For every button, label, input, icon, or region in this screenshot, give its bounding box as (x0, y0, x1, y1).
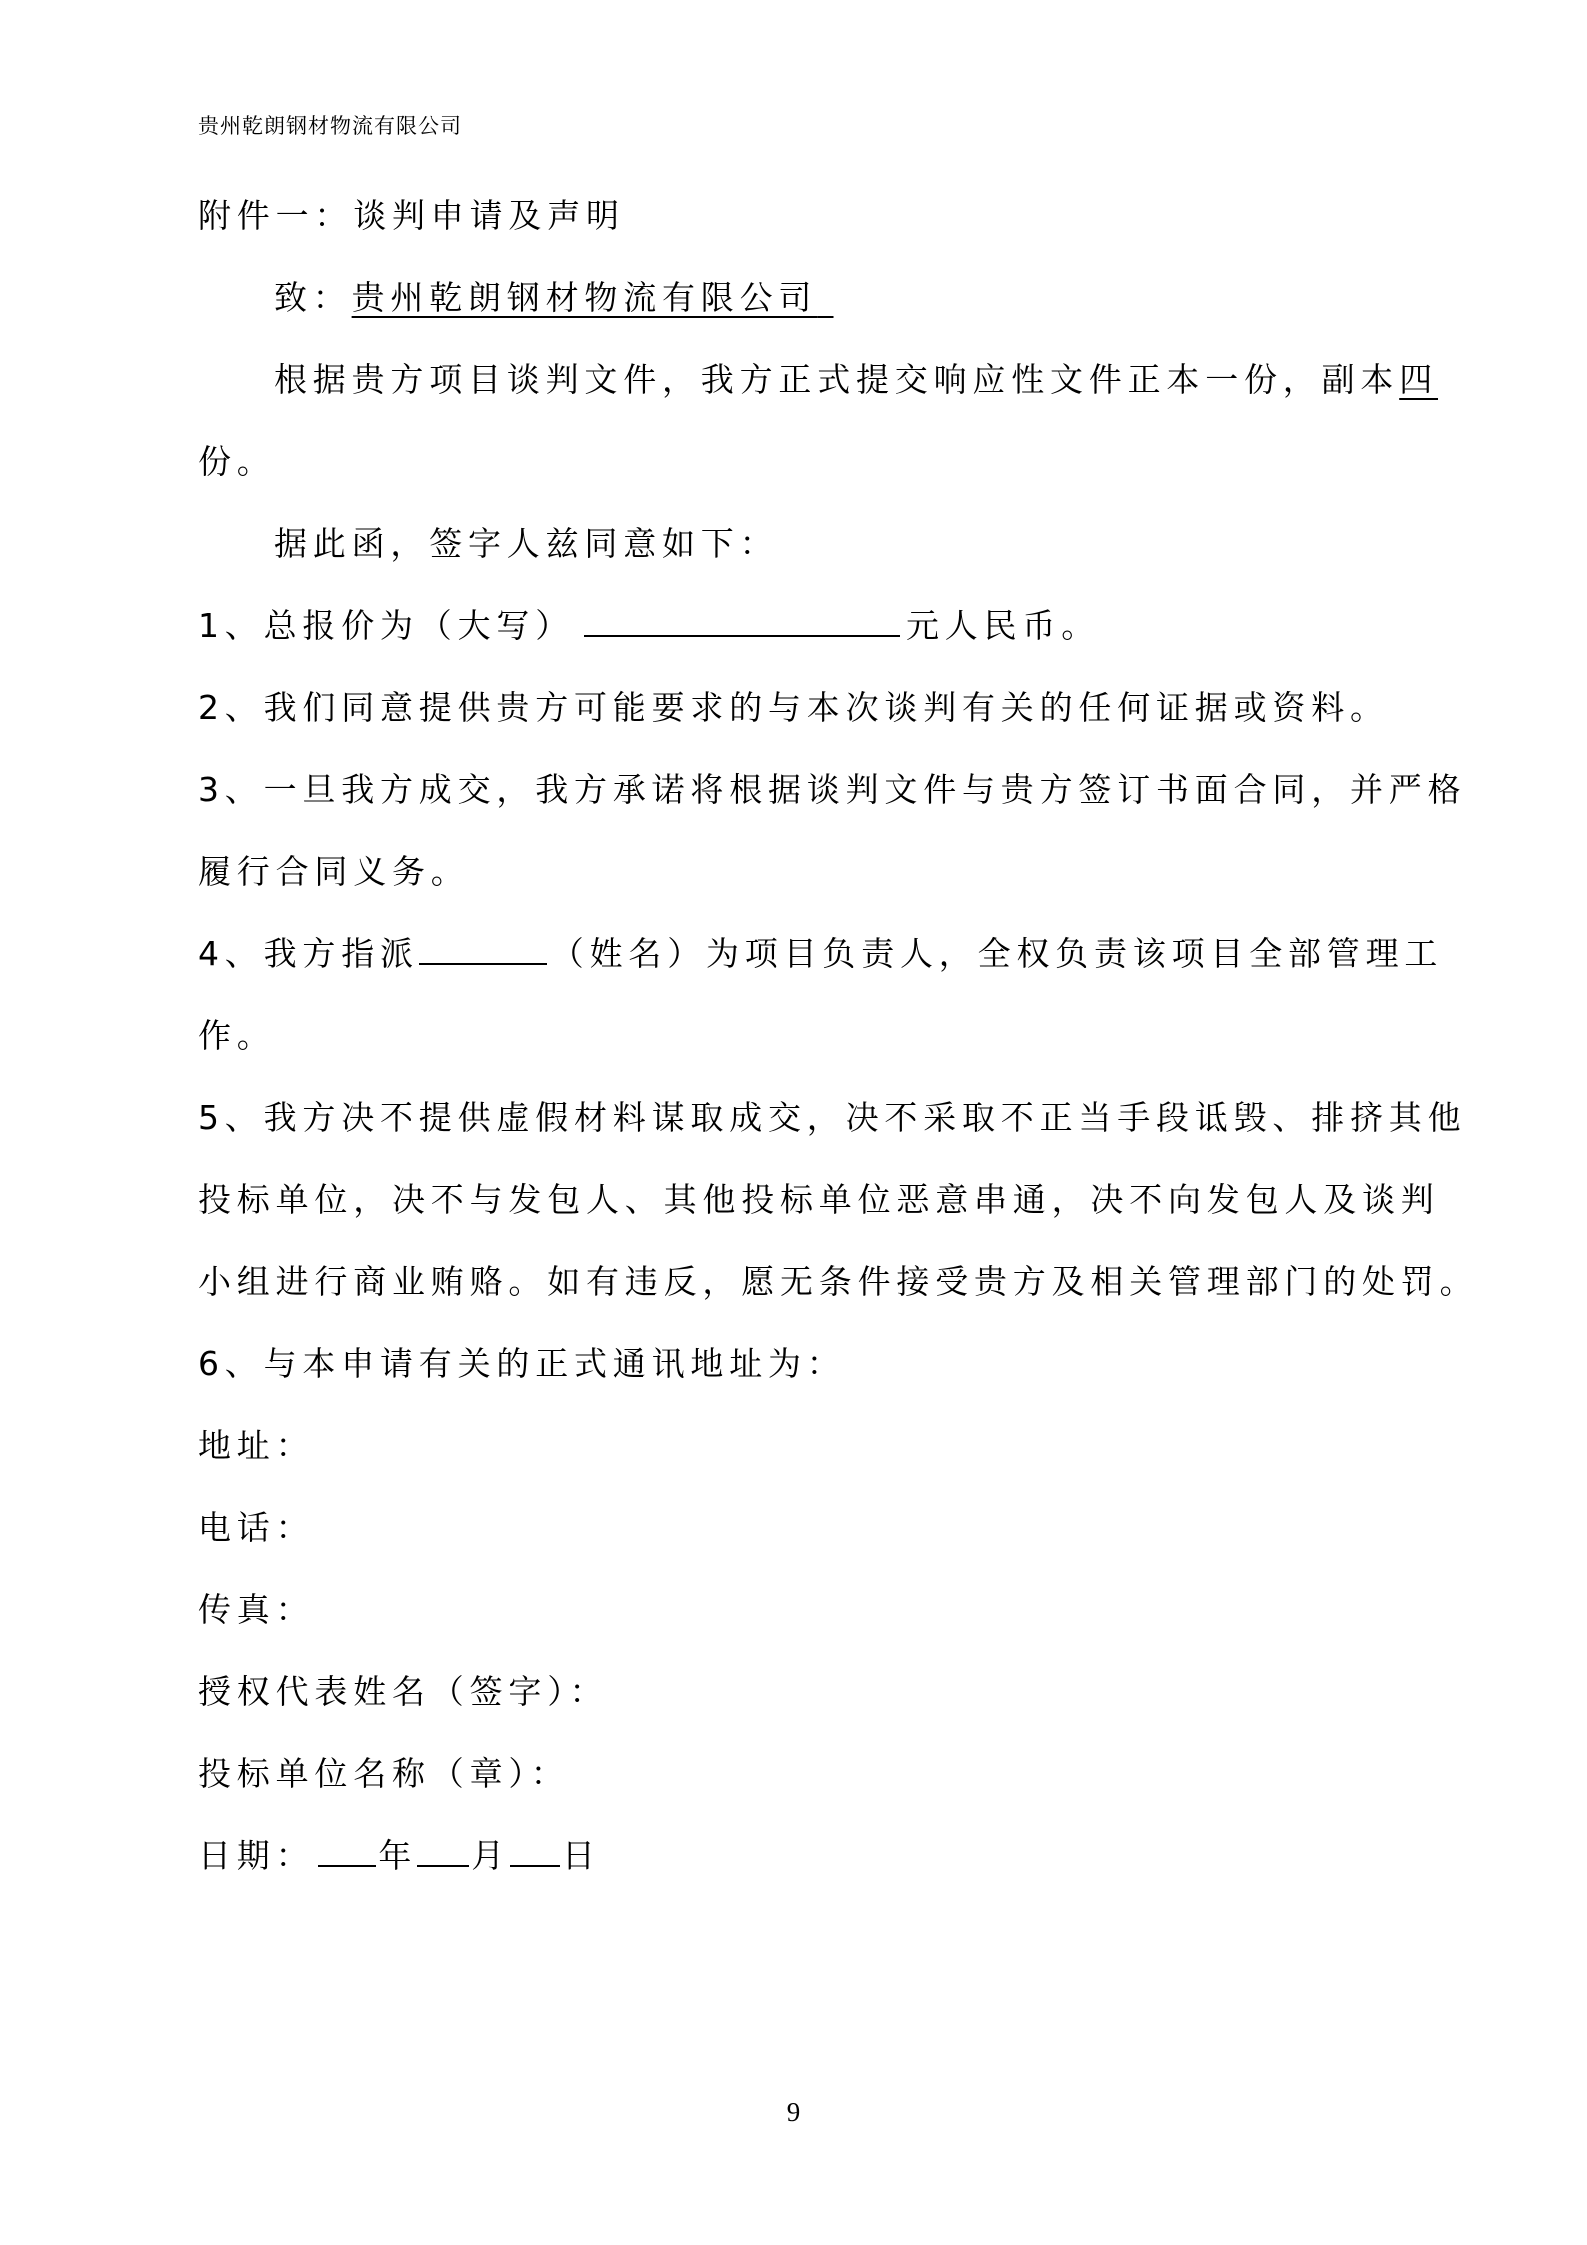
day-blank[interactable] (510, 1835, 560, 1867)
attachment-title: 附件一：谈判申请及声明 (198, 196, 625, 235)
item-5-line-3: 小组进行商业贿赂。如有违反，愿无条件接受贵方及相关管理部门的处罚。 (198, 1262, 1479, 1301)
item-3-line-1: 3、一旦我方成交，我方承诺将根据谈判文件与贵方签订书面合同，并严格 (198, 770, 1467, 809)
item-4-line-2: 作。 (198, 1016, 276, 1055)
recipient-prefix: 致： (274, 278, 352, 317)
date-line (198, 1834, 601, 1878)
month-blank[interactable] (417, 1835, 469, 1867)
item-4-label: 4、我方指派 (198, 934, 419, 973)
agree-line: 据此函，签字人兹同意如下： (274, 524, 779, 563)
intro-line-2: 份。 (198, 442, 276, 481)
item-2: 2、我们同意提供贵方可能要求的与本次谈判有关的任何证据或资料。 (198, 688, 1389, 727)
unit-name-label: 投标单位名称（章）： (198, 1754, 570, 1793)
item-5-line-2: 投标单位，决不与发包人、其他投标单位恶意串通，决不向发包人及谈判 (198, 1180, 1440, 1219)
page-number: 9 (786, 2097, 801, 2127)
address-label: 地址： (198, 1426, 315, 1465)
item-4-suffix: （姓名）为项目负责人，全权负责该项目全部管理工 (550, 934, 1444, 973)
item-1 (198, 604, 1100, 648)
item-6: 6、与本申请有关的正式通讯地址为： (198, 1344, 846, 1383)
item-3-line-2: 履行合同义务。 (198, 852, 470, 891)
recipient-name: 贵州乾朗钢材物流有限公司 (351, 278, 818, 317)
total-price-blank[interactable] (584, 605, 900, 637)
year-blank[interactable] (318, 1835, 376, 1867)
fax-label: 传真： (198, 1590, 315, 1629)
phone-label: 电话： (198, 1508, 315, 1547)
item-5-line-1: 5、我方决不提供虚假材料谋取成交，决不采取不正当手段诋毁、排挤其他 (198, 1098, 1467, 1137)
year-label: 年 (378, 1836, 418, 1875)
intro-text: 根据贵方项目谈判文件，我方正式提交响应性文件正本一份，副本 (274, 360, 1400, 399)
item-1-label: 1、总报价为（大写） (198, 606, 574, 645)
item-1-suffix: 元人民币。 (906, 606, 1100, 645)
day-label: 日 (562, 1836, 601, 1875)
rep-name-label: 授权代表姓名（签字）： (198, 1672, 609, 1711)
item-4-line-1 (198, 932, 1443, 976)
date-label: 日期： (198, 1836, 315, 1875)
month-label: 月 (471, 1836, 511, 1875)
recipient-line (274, 276, 834, 320)
intro-line-1 (274, 358, 1438, 402)
copies-count: 四 (1399, 360, 1439, 399)
manager-name-blank[interactable] (419, 933, 547, 965)
header-company-name: 贵州乾朗钢材物流有限公司 (198, 114, 462, 138)
